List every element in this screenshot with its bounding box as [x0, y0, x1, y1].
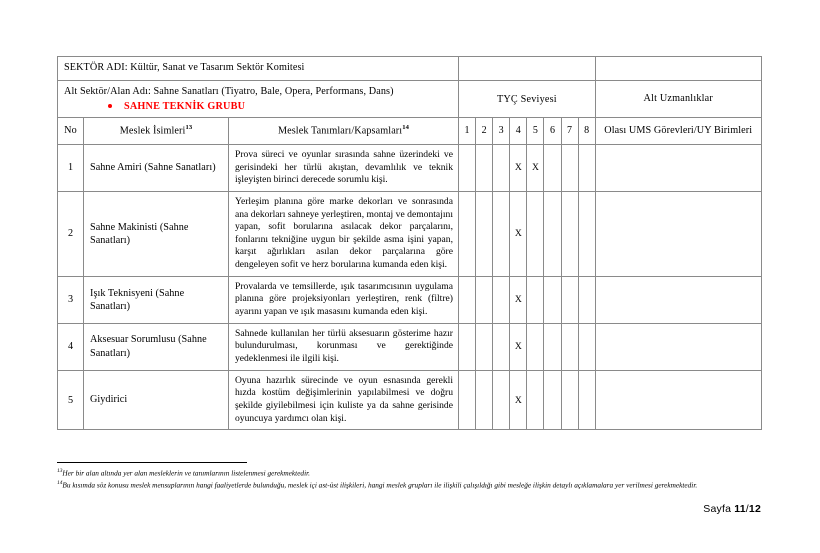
row-level-4: X: [510, 276, 527, 323]
row-level-8: [578, 370, 595, 430]
table-row: [58, 370, 762, 430]
row-level-7: [561, 191, 578, 276]
row-level-4: X: [510, 144, 527, 191]
row-level-3: [493, 191, 510, 276]
row-level-1: [459, 323, 476, 370]
row-occupation-name: Sahne Amiri (Sahne Sanatları): [84, 144, 229, 191]
subsector-label: Alt Sektör/Alan Adı: Sahne Sanatları (Tiyatro, Bale, Opera, Performans, Dans): [64, 85, 394, 97]
footnote-14: [57, 480, 763, 491]
footnote-separator: [57, 462, 247, 463]
sector-alt-spacer: [595, 57, 761, 81]
row-level-3: [493, 276, 510, 323]
row-level-5: [527, 276, 544, 323]
row-level-1: [459, 370, 476, 430]
row-level-5: [527, 323, 544, 370]
row-alt-uzmanliklar: [595, 191, 761, 276]
col-header-olasi-ums: Olası UMS Görevleri/UY Birimleri: [595, 118, 761, 145]
row-level-3: [493, 144, 510, 191]
row-level-5: [527, 191, 544, 276]
row-level-6: [544, 370, 561, 430]
row-level-1: [459, 276, 476, 323]
row-occupation-name: Giydirici: [84, 370, 229, 430]
table-row: [58, 276, 762, 323]
row-level-3: [493, 370, 510, 430]
row-occupation-name: Işık Teknisyeni (Sahne Sanatları): [84, 276, 229, 323]
footnote-14-text: Bu kısımda söz konusu meslek mensuplarının hangi faaliyetlerde bulunduğu, meslek içi ast-üst ilişkileri, hangi meslek grupları ile ilişkili çalışıldığı gibi mesleğe ilişkin detaylı açıklamalara yer verilmesi gerekmektedir.: [62, 480, 698, 490]
row-description: Yerleşim planına göre marke dekorları ve sonrasında ana dekorları sahneye yerleştiren, montaj ve demontajını yapan, sofit borularına asılacak dekor parçalarını, fonlarını tekniğine uygun bir şekilde asma işini yapan, karşıt ağırlıkları asılan dekor parçalarına göre dengeleyen sofit ve herz borularına kumanda eden kişi.: [229, 191, 459, 276]
sector-name-cell: SEKTÖR ADI: Kültür, Sanat ve Tasarım Sektör Komitesi: [58, 57, 459, 81]
row-no: 4: [58, 323, 84, 370]
col-header-meslek-tanimlari-text: Meslek Tanımları/Kapsamları: [277, 125, 403, 137]
col-header-level-8: 8: [578, 118, 595, 145]
row-level-6: [544, 144, 561, 191]
row-level-8: [578, 276, 595, 323]
row-level-2: [476, 276, 493, 323]
row-level-3: [493, 323, 510, 370]
column-header-row: [58, 118, 762, 145]
col-header-meslek-isimleri: [84, 118, 229, 145]
sector-header-row: [58, 57, 762, 81]
row-level-2: [476, 191, 493, 276]
footnote-14-marker: 14: [57, 480, 63, 486]
row-level-4: X: [510, 191, 527, 276]
footnotes-block: [57, 468, 763, 492]
col-header-level-2: 2: [476, 118, 493, 145]
row-description: Prova süreci ve oyunlar sırasında sahne üzerindeki ve gerisindeki her türlü akıştan, devamlılık ve teknik işleyişten birinci derecede sorumlu kişi.: [229, 144, 459, 191]
row-alt-uzmanliklar: [595, 144, 761, 191]
page-number-footer: [703, 503, 761, 515]
table-row: [58, 323, 762, 370]
row-occupation-name: Sahne Makinisti (Sahne Sanatları): [84, 191, 229, 276]
row-level-4: X: [510, 323, 527, 370]
page-separator: /: [745, 503, 749, 515]
row-occupation-name: Aksesuar Sorumlusu (Sahne Sanatları): [84, 323, 229, 370]
subsector-header-row: [58, 80, 762, 118]
group-bullet-line: [64, 100, 458, 113]
row-level-8: [578, 144, 595, 191]
col-header-level-6: 6: [544, 118, 561, 145]
footnote-13: [57, 468, 763, 479]
col-header-level-4: 4: [510, 118, 527, 145]
row-level-6: [544, 191, 561, 276]
row-no: 1: [58, 144, 84, 191]
row-level-2: [476, 370, 493, 430]
col-header-meslek-isimleri-text: Meslek İsimleri: [119, 125, 186, 137]
group-label: SAHNE TEKNİK GRUBU: [124, 101, 246, 112]
page-current: 11: [734, 503, 746, 515]
footnote-13-text: Her bir alan altında yer alan mesleklerin ve tanımlarının listelenmesi gerekmektedir.: [62, 468, 310, 478]
competency-matrix-table: [57, 56, 762, 430]
footnote-marker-13: 13: [185, 124, 193, 132]
row-level-6: [544, 276, 561, 323]
row-no: 5: [58, 370, 84, 430]
col-header-level-1: 1: [459, 118, 476, 145]
footnote-13-marker: 13: [57, 468, 63, 474]
row-level-4: X: [510, 370, 527, 430]
row-level-7: [561, 323, 578, 370]
row-description: Oyuna hazırlık sürecinde ve oyun esnasında gerekli hızda kostüm değişimlerinin yapılabilmesi ve doğru şekilde giyilebilmesi için kuliste ya da sahne gerisinde oyuncuya yardımcı olan kişi.: [229, 370, 459, 430]
row-alt-uzmanliklar: [595, 370, 761, 430]
row-level-7: [561, 276, 578, 323]
row-description: Sahnede kullanılan her türlü aksesuarın gösterime hazır bulundurulması, korunması ve gerektiğinde yedeklenmesi ile ilgili kişi.: [229, 323, 459, 370]
row-level-8: [578, 191, 595, 276]
table-row: [58, 144, 762, 191]
col-header-level-5: 5: [527, 118, 544, 145]
col-header-meslek-tanimlari: [229, 118, 459, 145]
row-no: 2: [58, 191, 84, 276]
row-level-5: X: [527, 144, 544, 191]
row-alt-uzmanliklar: [595, 323, 761, 370]
row-level-8: [578, 323, 595, 370]
row-no: 3: [58, 276, 84, 323]
row-level-2: [476, 144, 493, 191]
row-description: Provalarda ve temsillerde, ışık tasarımcısının uygulama planına göre projeksiyonları yerleştiren, renk (filtre) ayarını yapan ve ışık masasını kumanda eden kişi.: [229, 276, 459, 323]
footnote-marker-14: 14: [402, 124, 410, 132]
sector-levels-spacer: [459, 57, 596, 81]
table-row: [58, 191, 762, 276]
col-header-no: No: [58, 118, 84, 145]
bullet-dot-icon: [108, 104, 112, 108]
row-level-1: [459, 144, 476, 191]
col-header-level-7: 7: [561, 118, 578, 145]
page-label: Sayfa: [703, 503, 732, 515]
row-level-2: [476, 323, 493, 370]
tyc-level-header: TYÇ Seviyesi: [459, 80, 596, 118]
col-header-level-3: 3: [493, 118, 510, 145]
row-level-6: [544, 323, 561, 370]
page-total: 12: [748, 503, 761, 515]
row-level-7: [561, 370, 578, 430]
row-level-7: [561, 144, 578, 191]
row-level-1: [459, 191, 476, 276]
row-alt-uzmanliklar: [595, 276, 761, 323]
alt-uzmanliklar-header: Alt Uzmanlıklar: [595, 80, 761, 118]
row-level-5: [527, 370, 544, 430]
subsector-name-cell: [58, 80, 459, 118]
